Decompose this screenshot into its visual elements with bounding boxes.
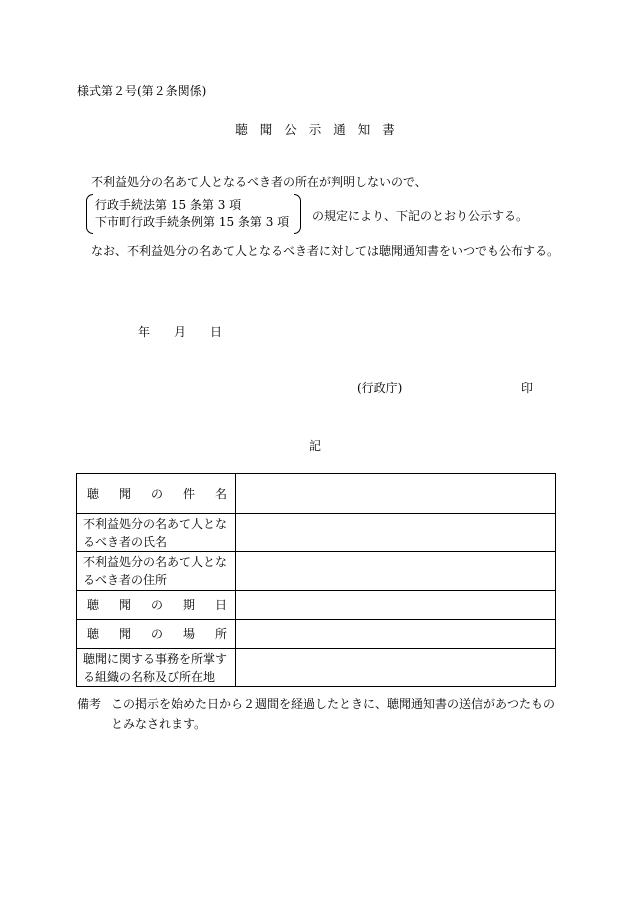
row-value-hearing-subject[interactable] [236,474,556,514]
table-row [77,591,556,620]
table-row [77,620,556,649]
note-text: なお、不利益処分の名あて人となるべき者に対しては聴聞通知書をいつでも公布する。 [91,244,560,258]
row-label-hearing-place: 聴聞の場所 [77,620,236,649]
remarks-text-line-1: この掲示を始めた日から２週間を経過したときに、聴聞通知書の送信があつたもの [111,697,556,711]
table-row [77,514,556,552]
provision-line-2: 下市町行政手続条例第 15 条第 3 項 [95,215,290,229]
table-row [77,649,556,687]
year-label: 年 [138,325,151,339]
row-value-hearing-place[interactable] [236,620,556,649]
table-row [77,552,556,591]
remarks [77,694,557,734]
brace-left [86,194,93,234]
form-number: 様式第２号(第２条関係) [77,84,207,98]
row-label-respondent-name: 不利益処分の名あて人となるべき者の氏名 [77,514,236,552]
agency-label: (行政庁) [357,381,403,395]
row-label-hearing-subject: 聴聞の件名 [77,474,236,514]
provision-tail-text: の規定により、下記のとおり公示する。 [312,209,529,223]
remarks-text-line-2: とみなされます。 [111,717,207,731]
row-value-hearing-date[interactable] [236,591,556,620]
seal-label: 印 [521,381,534,395]
remarks-heading: 備考 [77,697,102,711]
record-heading: 記 [308,439,321,453]
row-value-organization[interactable] [236,649,556,687]
date-line [138,326,222,338]
row-value-respondent-name[interactable] [236,514,556,552]
provision-brace [86,194,301,234]
table-row [77,474,556,514]
row-label-organization: 聴聞に関する事務を所掌する組織の名称及び所在地 [77,649,236,687]
row-label-respondent-address: 不利益処分の名あて人となるべき者の住所 [77,552,236,591]
row-value-respondent-address[interactable] [236,552,556,591]
document-title: 聴聞公示通知書 [235,122,407,137]
month-label: 月 [174,325,187,339]
record-table [76,473,556,687]
row-label-hearing-date: 聴聞の期日 [77,591,236,620]
intro-text: 不利益処分の名あて人となるべき者の所在が判明しないので、 [91,175,427,189]
provision-line-1: 行政手続法第 15 条第 3 項 [95,198,242,212]
day-label: 日 [210,325,223,339]
brace-right [294,194,301,234]
